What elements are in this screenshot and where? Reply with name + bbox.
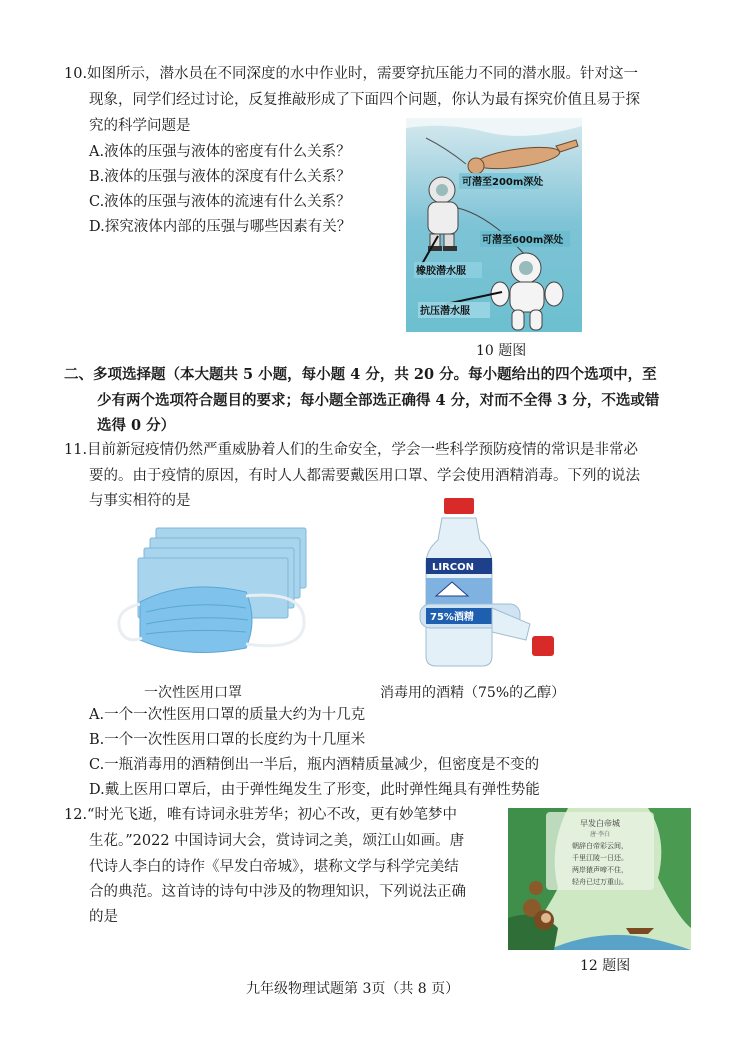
label-rubber-suit: 橡胶潜水服 — [416, 266, 466, 277]
poem-title: 早发白帝城 — [580, 819, 620, 828]
q11-stem-line2: 要的。由于疫情的原因，有时人人都需要戴医用口罩、学会使用酒精消毒。下列的说法 — [89, 468, 640, 484]
poem-author: 唐·李白 — [590, 831, 610, 838]
q11-stem-line1: 11.目前新冠疫情仍然严重威胁着人们的生命安全，学会一些科学预防疫情的常识是非常必 — [64, 442, 639, 458]
q11-option-a: A.一个一次性医用口罩的质量大约为十几克 — [89, 707, 366, 723]
section2-heading-line3: 选得 0 分） — [97, 417, 176, 434]
label-600m: 可潜至600m深处 — [482, 235, 564, 246]
bottle-brand: LIRCON — [432, 562, 475, 573]
bottle-label: 75%酒精 — [430, 612, 474, 623]
q12-stem-line1: 12.“时光飞逝，唯有诗词永驻芳华；初心不改，更有妙笔梦中 — [64, 807, 457, 823]
q10-diver-figure — [406, 118, 582, 332]
q12-stem-line3: 代诗人李白的诗作《早发白帝城》，堪称文学与科学完美结 — [89, 859, 459, 875]
q11-option-d: D.戴上医用口罩后，由于弹性绳发生了形变，此时弹性绳具有弹性势能 — [89, 782, 540, 798]
label-200m: 可潜至200m深处 — [462, 177, 544, 188]
q10-option-c: C.液体的压强与液体的流速有什么关系？ — [89, 194, 351, 210]
q12-figure-caption: 12 题图 — [580, 958, 631, 974]
q12-stem-line4: 合的典范。这首诗的诗句中涉及的物理知识，下列说法正确 — [89, 884, 466, 900]
poem-line-2: 千里江陵一日还。 — [572, 854, 628, 862]
q10-stem-line2: 现象，同学们经过讨论，反复推敲形成了下面四个问题，你认为最有探究价值且易于探 — [89, 92, 640, 108]
alcohol-caption: 消毒用的酒精（75%的乙醇） — [380, 685, 566, 701]
q10-stem-line3: 究的科学问题是 — [89, 118, 191, 134]
q11-option-c: C.一瓶消毒用的酒精倒出一半后，瓶内酒精质量减少，但密度是不变的 — [89, 757, 540, 773]
poem-line-3: 两岸猿声啼不住， — [572, 866, 628, 874]
page-footer: 九年级物理试题第 3页（共 8 页） — [246, 981, 460, 997]
medical-mask-image — [106, 520, 324, 670]
q11-stem-line3: 与事实相符的是 — [89, 493, 191, 509]
q10-stem-line1: 10.如图所示，潜水员在不同深度的水中作业时，需要穿抗压能力不同的潜水服。针对这一 — [64, 66, 639, 82]
q10-option-a: A.液体的压强与液体的密度有什么关系？ — [89, 144, 351, 160]
label-pressure-suit: 抗压潜水服 — [420, 306, 470, 317]
diver-illustration — [406, 118, 582, 332]
q12-stem-line2: 生花。”2022 中国诗词大会，赏诗词之美，颂江山如画。唐 — [89, 833, 465, 849]
q10-figure-caption: 10 题图 — [476, 343, 527, 359]
q10-option-b: B.液体的压强与液体的深度有什么关系？ — [89, 169, 351, 185]
section2-heading-line1: 二、多项选择题（本大题共 5 小题，每小题 4 分，共 20 分。每小题给出的四个选项中，至 — [64, 366, 657, 383]
mask-caption: 一次性医用口罩 — [144, 685, 242, 701]
alcohol-bottle-image — [400, 496, 566, 668]
poem-illustration — [508, 808, 691, 950]
q11-option-b: B.一个一次性医用口罩的长度约为十几厘米 — [89, 732, 366, 748]
section2-heading-line2: 少有两个选项符合题目的要求；每小题全部选正确得 4 分，对而不全得 3 分，不选或错 — [97, 392, 660, 409]
poem-line-4: 轻舟已过万重山。 — [572, 878, 628, 886]
q10-option-d: D.探究液体内部的压强与哪些因素有关？ — [89, 219, 352, 235]
poem-line-1: 朝辞白帝彩云间， — [572, 842, 628, 850]
q12-stem-line5: 的是 — [89, 909, 118, 925]
